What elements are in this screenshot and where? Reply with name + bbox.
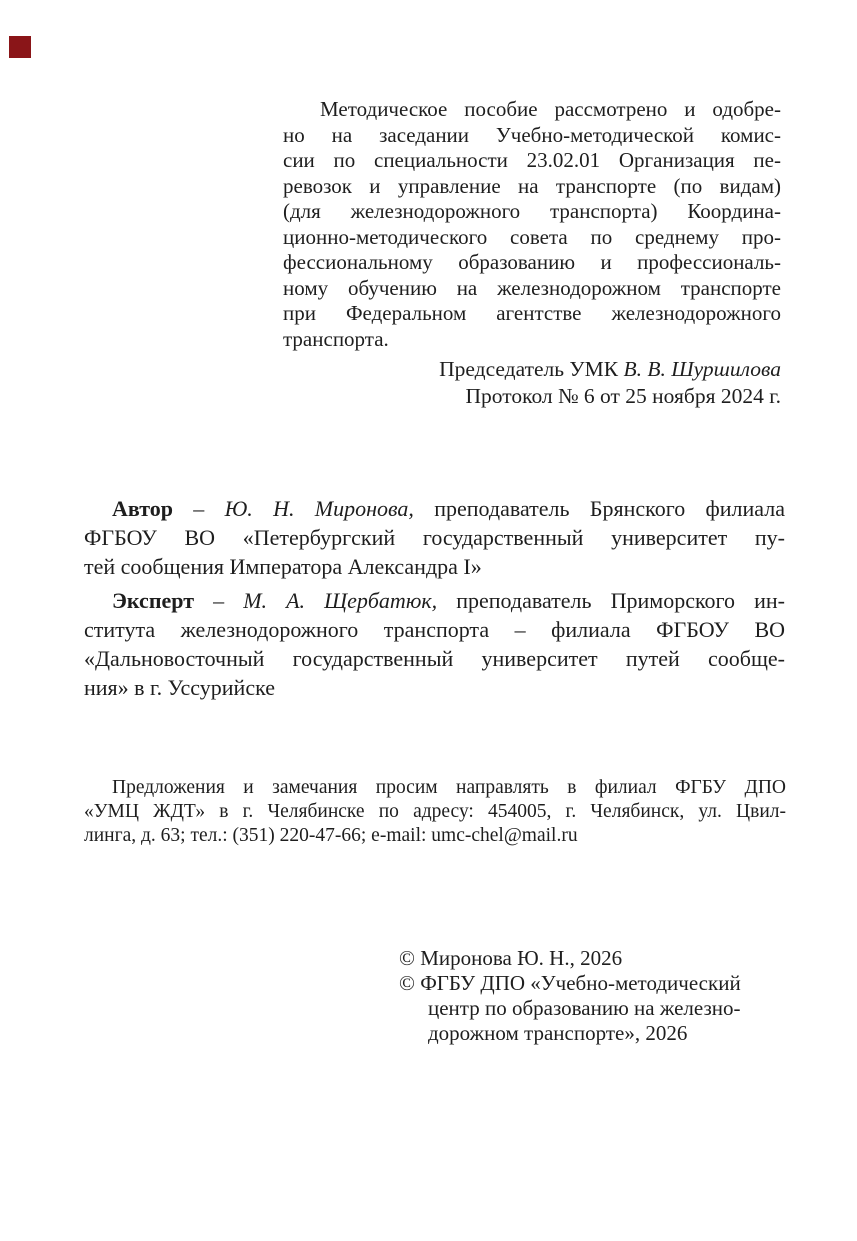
copyright-line: © Миронова Ю. Н., 2026	[399, 946, 623, 970]
feedback-paragraph	[84, 776, 786, 847]
author-name: Ю. Н. Миронова,	[224, 496, 414, 521]
author-line: тей сообщения Императора Александра I»	[84, 554, 482, 579]
approval-paragraph	[283, 97, 781, 352]
copyright-line: © ФГБУ ДПО «Учебно-методический	[399, 971, 741, 995]
expert-dash: –	[194, 588, 244, 613]
feedback-line: «УМЦ ЖДТ» в г. Челябинске по адресу: 454005, г. Челябинск, ул. Цвил-	[84, 800, 786, 822]
approval-line: транспорта.	[283, 326, 389, 351]
copyright-line: дорожном транспорте», 2026	[428, 1021, 688, 1045]
chairman-label: Председатель УМК	[439, 357, 624, 381]
approval-line: ному обучению на железнодорожном транспорте	[283, 275, 781, 300]
expert-name: М. А. Щербатюк,	[243, 588, 438, 613]
approval-line: ревозок и управление на транспорте (по видам)	[283, 173, 781, 198]
feedback-line: Предложения и замечания просим направлять в филиал ФГБУ ДПО	[112, 777, 786, 798]
author-label: Автор	[112, 496, 173, 521]
approval-line: фессиональному образованию и профессиональ-	[283, 250, 781, 274]
approval-line: при Федеральном агентстве железнодорожного	[283, 301, 781, 325]
expert-line-rest: преподаватель Приморского ин-	[437, 588, 785, 613]
chairman-line	[283, 356, 781, 383]
expert-line: ститута железнодорожного транспорта – филиала ФГБОУ ВО	[84, 617, 785, 642]
author-line	[84, 494, 785, 523]
approval-line: Методическое пособие рассмотрено и одобре-	[320, 97, 781, 121]
approval-line: сии по специальности 23.02.01 Организация пе-	[283, 148, 781, 172]
author-line: ФГБОУ ВО «Петербургский государственный университет пу-	[84, 525, 785, 550]
expert-label: Эксперт	[112, 588, 195, 613]
approval-line: (для железнодорожного транспорта) Координа-	[283, 199, 781, 223]
chairman-block	[283, 356, 781, 409]
author-line-rest: преподаватель Брянского филиала	[413, 496, 785, 521]
protocol-line: Протокол № 6 от 25 ноября 2024 г.	[465, 383, 781, 408]
expert-paragraph	[84, 586, 785, 702]
copyright-line: центр по образованию на железно-	[428, 996, 741, 1020]
author-paragraph	[84, 494, 785, 581]
expert-line: «Дальновосточный государственный университет путей сообще-	[84, 646, 785, 671]
expert-line	[84, 586, 785, 615]
corner-marker	[9, 36, 31, 58]
approval-line: ционно-методического совета по среднему про-	[283, 224, 781, 249]
author-dash: –	[172, 496, 225, 521]
expert-line: ния» в г. Уссурийске	[84, 675, 275, 700]
chairman-name: В. В. Шуршилова	[623, 357, 781, 381]
approval-line: но на заседании Учебно-методической комис-	[283, 122, 781, 147]
copyright-block	[399, 946, 741, 1046]
feedback-line: линга, д. 63; тел.: (351) 220-47-66; e-mail: umc-chel@mail.ru	[84, 824, 578, 846]
